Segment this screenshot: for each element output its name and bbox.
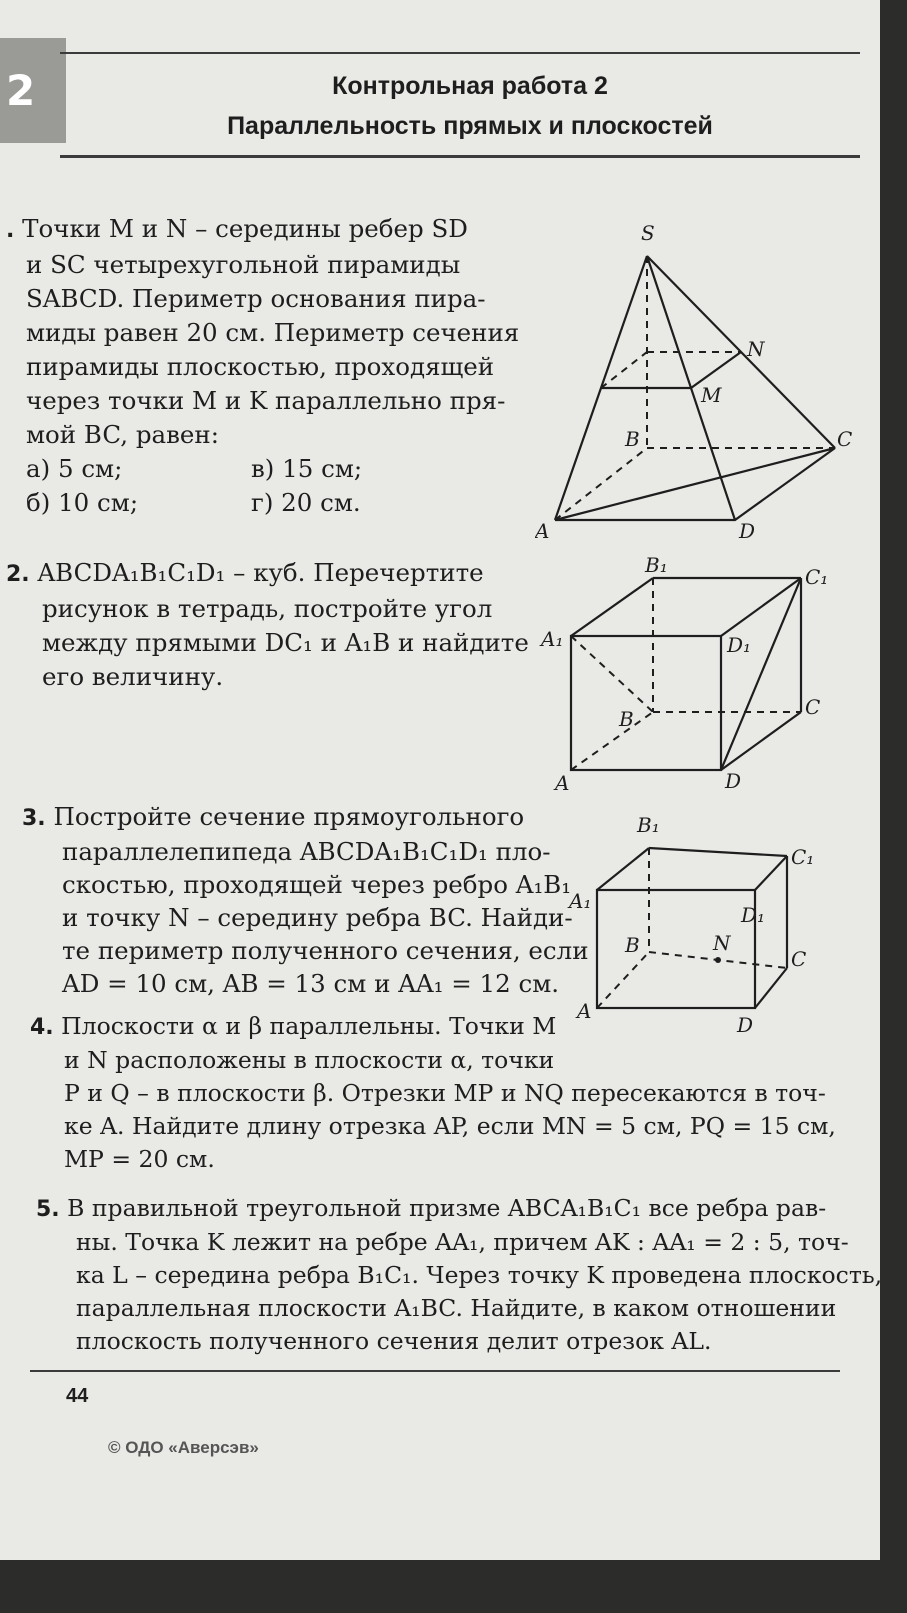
problem-line: его величину. [42,662,224,691]
footer-rule [30,1370,840,1372]
problem-1 [6,212,536,520]
problem-3 [22,800,589,1000]
label-d1: D₁ [727,633,752,657]
edge-dc [755,968,787,1008]
answer-options [6,486,536,520]
label-a: A [535,519,550,543]
copyright: © ОДО «Аверсэв» [108,1438,259,1457]
diagonal-a1b [571,636,653,712]
point-n [715,957,721,963]
label-c1: C₁ [791,845,815,869]
label-d: D [739,519,756,543]
answer-option: г) 20 см. [251,488,361,517]
pyramid-base-front [555,448,835,520]
label-b: B [625,933,640,957]
section-badge [0,38,66,143]
answer-option: а) 5 см; [26,454,123,483]
edge-a1b1 [597,848,649,890]
pyramid-figure [535,220,855,545]
problem-line: и точку N – середину ребра BC. Найди- [62,903,573,932]
problem-line: миды равен 20 см. Периметр сечения [26,318,520,347]
edge-ab [571,712,653,770]
problem-number: 4. [30,1015,54,1040]
label-c1: C₁ [805,565,829,589]
edge-d1c1 [755,856,787,890]
label-n: N [747,337,765,361]
problem-line: и N расположены в плоскости α, точки [64,1046,555,1074]
page-subtitle: Параллельность прямых и плоскостей [227,112,713,140]
label-n: N [713,931,731,955]
problem-line: параллельная плоскости A₁BC. Найдите, в каком отношении [76,1294,837,1322]
edge-a1b1 [571,578,653,636]
problem-line: SABCD. Периметр основания пира- [26,284,486,313]
edge-b1c1 [649,848,787,856]
problem-5 [36,1192,883,1358]
answer-option: б) 10 см; [26,488,139,517]
problem-line: Плоскости α и β параллельны. Точки M [61,1012,557,1040]
page-title: Контрольная работа 2 [332,72,608,100]
edge-ab [597,952,649,1008]
header-top-rule [60,52,860,54]
label-c: C [805,695,821,719]
problem-line: ка L – середина ребра B₁C₁. Через точку K проведена плоскость, [76,1261,883,1289]
cube-figure [535,552,855,797]
problem-line: пирамиды плоскостью, проходящей [26,352,495,381]
problem-line: ABCDA₁B₁C₁D₁ – куб. Перечертите [37,558,484,587]
problem-number: 5. [36,1197,60,1222]
header-bottom-rule [60,155,860,158]
problem-line: плоскость полученного сечения делит отрезок AL. [76,1327,712,1355]
page-header [150,66,790,146]
label-c: C [837,427,853,451]
problem-line: В правильной треугольной призме ABCA₁B₁C₁ все ребра рав- [67,1194,827,1222]
problem-number: . [6,218,15,243]
box-front-face [597,890,755,1008]
problem-line: MP = 20 см. [64,1145,215,1173]
problem-line: мой BC, равен: [26,420,219,449]
label-b: B [625,427,640,451]
label-a: A [577,999,592,1023]
label-d: D [725,769,742,793]
problem-line: рисунок в тетрадь, постройте угол [42,594,493,623]
problem-line: ке A. Найдите длину отрезка AP, если MN = 5 см, PQ = 15 см, [64,1112,836,1140]
answer-options [6,452,536,486]
label-d1: D₁ [741,903,766,927]
label-b1: B₁ [637,813,660,837]
label-s: S [641,221,655,245]
problem-2 [6,556,536,694]
label-a1: A₁ [541,627,564,651]
problem-line: Точки M и N – середины ребер SD [22,214,468,243]
section-number: 2 [6,66,36,115]
label-a1: A₁ [569,889,592,913]
problem-line: Постройте сечение прямоугольного [53,802,525,831]
problem-line: AD = 10 см, AB = 13 см и AA₁ = 12 см. [62,969,560,998]
problem-number: 2. [6,562,30,587]
problem-line: P и Q – в плоскости β. Отрезки MP и NQ пересекаются в точ- [64,1079,826,1107]
problem-4 [30,1010,850,1176]
box-figure [565,812,855,1037]
problem-line: и SC четырехугольной пирамиды [26,250,461,279]
problem-line: между прямыми DC₁ и A₁B и найдите [42,628,529,657]
problem-line: ны. Точка K лежит на ребре AA₁, причем AK : AA₁ = 2 : 5, точ- [76,1228,849,1256]
label-b1: B₁ [645,553,668,577]
problem-line: скостью, проходящей через ребро A₁B₁ [62,870,572,899]
problem-line: параллелепипеда ABCDA₁B₁C₁D₁ пло- [62,837,551,866]
answer-option: в) 15 см; [251,454,363,483]
problem-line: через точки M и K параллельно пря- [26,386,506,415]
label-b: B [619,707,634,731]
label-d: D [737,1013,754,1037]
page-number: 44 [66,1385,89,1407]
problem-number: 3. [22,806,46,831]
label-m: M [701,383,722,407]
label-a: A [555,771,570,795]
label-c: C [791,947,807,971]
problem-line: те периметр полученного сечения, если [62,936,589,965]
